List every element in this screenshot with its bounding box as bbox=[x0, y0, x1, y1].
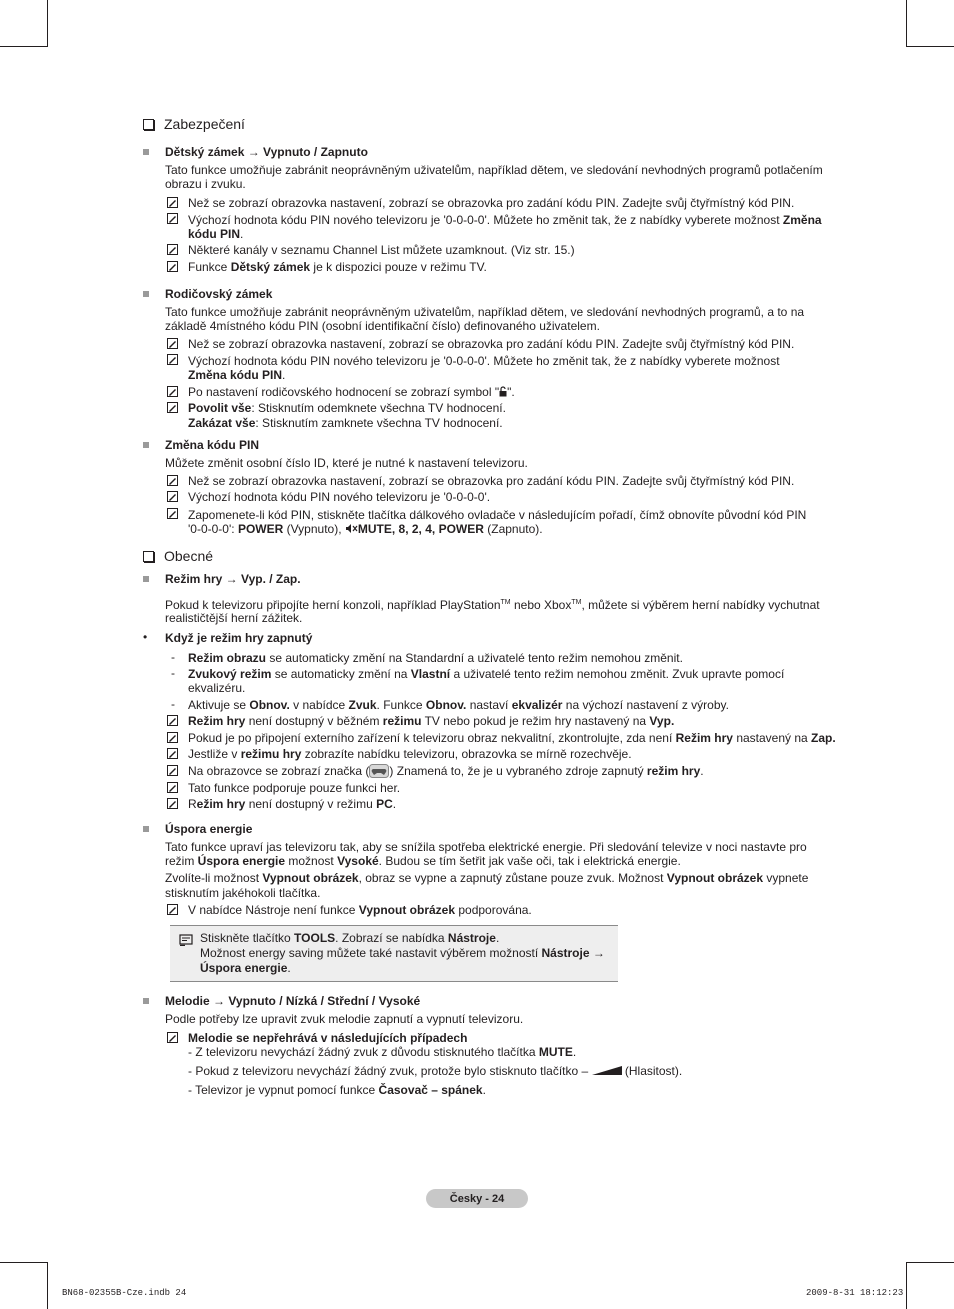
text: nastavený na bbox=[732, 731, 812, 745]
text: Zvolíte-li možnost bbox=[165, 871, 263, 885]
text: . bbox=[392, 797, 397, 811]
text: vypnete bbox=[763, 871, 809, 885]
text-bold: Zvukový režim bbox=[188, 667, 272, 681]
sub-item bbox=[188, 1083, 486, 1097]
section-title-text: Obecné bbox=[164, 548, 214, 564]
note-icon bbox=[167, 782, 178, 793]
text-bold: Zap. bbox=[811, 731, 836, 745]
text-bold: Vypnout obrázek bbox=[666, 871, 764, 885]
paragraph: Tato funkce umožňuje zabránit neoprávněným uživatelům, například dětem, ve sledování nevhodných programů potlačením bbox=[165, 163, 823, 177]
note-icon bbox=[167, 402, 178, 413]
note-icon bbox=[167, 354, 178, 365]
text-bold: Vlastní bbox=[410, 667, 451, 681]
sub-item bbox=[188, 1045, 576, 1059]
paragraph bbox=[165, 871, 808, 885]
square-bullet-icon bbox=[143, 149, 149, 155]
paragraph: Tato funkce upraví jas televizoru tak, aby se snížila spotřeba elektrické energie. Při sledování televize v noci nastavte pro bbox=[165, 840, 807, 854]
crop-mark bbox=[906, 1262, 907, 1309]
bullet-heading bbox=[165, 631, 312, 645]
section-title-zabezpeceni bbox=[143, 116, 245, 132]
paragraph: základě 4místného kódu PIN (osobní identifikační číslo) definovaného uživatelem. bbox=[165, 319, 600, 333]
text: . bbox=[572, 1045, 577, 1059]
text-bold: POWER bbox=[237, 522, 284, 536]
note-text bbox=[188, 260, 487, 274]
text: : Stisknutím odemknete všechna TV hodnocení. bbox=[251, 401, 506, 415]
text-bold: PC bbox=[376, 797, 393, 811]
item-heading-melodie bbox=[143, 994, 420, 1008]
text: . Zobrazí se nabídka bbox=[335, 931, 448, 945]
text: Na obrazovce se zobrazí značka ( bbox=[188, 764, 370, 778]
lock-icon bbox=[499, 386, 507, 400]
section-title-obecne bbox=[143, 548, 213, 564]
text-bold: Nástroje bbox=[447, 931, 496, 945]
note-icon bbox=[167, 508, 178, 519]
square-bullet-icon bbox=[143, 826, 149, 832]
text-bold: kódu PIN bbox=[188, 227, 241, 241]
text-bold: Melodie se nepřehrává v následujících případech bbox=[188, 1031, 468, 1045]
text-bold: ežim hry bbox=[196, 797, 246, 811]
text-bold: Časovač – spánek bbox=[378, 1083, 483, 1097]
square-bullet-icon bbox=[143, 442, 149, 448]
text-bold: ekvalizér bbox=[511, 698, 563, 712]
text: nebo Xbox bbox=[510, 598, 572, 612]
paragraph bbox=[165, 854, 681, 868]
text-bold: Režim hry bbox=[675, 731, 733, 745]
text: ) Znamená to, že je u vybraného zdroje zapnutý bbox=[389, 764, 647, 778]
square-bullet-icon bbox=[143, 998, 149, 1004]
note-text bbox=[188, 714, 674, 728]
note-icon bbox=[167, 1032, 178, 1043]
note-text bbox=[188, 731, 836, 745]
text: Výchozí hodnota kódu PIN nového televizoru je '0-0-0-0'. Můžete ho změnit tak, že z nabídky vyberete možnost bbox=[188, 213, 783, 227]
text-bold: Vyp. bbox=[649, 714, 675, 728]
text: Možnost energy saving můžete také nastavit výběrem možností bbox=[200, 946, 542, 960]
dash-marker: - bbox=[171, 666, 175, 680]
dash-text bbox=[188, 651, 683, 665]
item-heading-zmena-kodu-pin bbox=[143, 438, 259, 452]
dash-marker: - bbox=[171, 650, 175, 664]
text: se automaticky změní na Standardní a uživatelé tento režim nemohou změnit. bbox=[266, 651, 683, 665]
note-icon bbox=[167, 715, 178, 726]
note-icon bbox=[167, 386, 178, 397]
text-bold: Když je režim hry zapnutý bbox=[165, 631, 313, 645]
text-bold: Povolit vše bbox=[188, 401, 252, 415]
text-bold: MUTE, 8, 2, 4, POWER bbox=[357, 522, 484, 536]
paragraph: realističtější herní zážitek. bbox=[165, 611, 303, 625]
text-bold: režimu bbox=[382, 714, 422, 728]
text: - Televizor je vypnut pomocí funkce bbox=[188, 1083, 379, 1097]
text-bold: Vypnout obrázek bbox=[262, 871, 359, 885]
trademark: TM bbox=[500, 599, 511, 606]
note-icon bbox=[167, 491, 178, 502]
note-icon bbox=[167, 338, 178, 349]
crop-mark bbox=[47, 0, 48, 47]
text-bold: Úspora energie bbox=[197, 854, 286, 868]
text: zobrazíte nabídku televizoru, obrazovka se mírně rozechvěje. bbox=[301, 747, 632, 761]
text-bold: Režim obrazu bbox=[188, 651, 267, 665]
note-icon bbox=[167, 748, 178, 759]
text-bold: TOOLS bbox=[294, 931, 336, 945]
heading-text: Změna kódu PIN bbox=[165, 438, 260, 452]
text: možnost bbox=[285, 854, 338, 868]
text: Pokud je po připojení externího zařízení k televizoru obraz nekvalitní, zkontrolujte, zda není bbox=[188, 731, 676, 745]
note-text bbox=[188, 213, 822, 227]
text: není dostupný v režimu bbox=[245, 797, 377, 811]
print-file-info: BN68-02355B-Cze.indb 24 bbox=[62, 1288, 187, 1298]
item-heading-detsky-zamek bbox=[143, 145, 368, 159]
square-bullet-icon bbox=[143, 576, 149, 582]
paragraph: obrazu i zvuku. bbox=[165, 177, 246, 191]
text-bold: Úspora energie bbox=[200, 961, 288, 975]
text: . bbox=[495, 931, 500, 945]
tools-tip-box bbox=[170, 925, 618, 982]
text-bold: MUTE bbox=[538, 1045, 573, 1059]
note-text: Než se zobrazí obrazovka nastavení, zobrazí se obrazovka pro zadání kódu PIN. Zadejte svůj čtyřmístný kód PIN. bbox=[188, 337, 795, 351]
dash-text bbox=[188, 698, 729, 712]
text: režim bbox=[165, 854, 198, 868]
crop-mark bbox=[47, 1262, 48, 1309]
gamepad-icon bbox=[369, 764, 389, 781]
text-bold: Obnov. bbox=[425, 698, 467, 712]
paragraph: Podle potřeby lze upravit zvuk melodie zapnutí a vypnutí televizoru. bbox=[165, 1012, 524, 1026]
heading-text: Rodičovský zámek bbox=[165, 287, 273, 301]
text: (Vypnuto), bbox=[283, 522, 345, 536]
text: Aktivuje se bbox=[188, 698, 250, 712]
note-text bbox=[188, 1031, 467, 1045]
square-bullet-icon bbox=[143, 291, 149, 297]
text: . bbox=[282, 368, 286, 382]
text: se automaticky změní na bbox=[271, 667, 411, 681]
text: v nabídce bbox=[289, 698, 349, 712]
note-text bbox=[188, 903, 532, 917]
text: Pokud k televizoru připojíte herní konzoli, například PlayStation bbox=[165, 598, 501, 612]
text-bold: režim hry bbox=[646, 764, 701, 778]
page-number: Česky - 24 bbox=[449, 1192, 505, 1205]
text: R bbox=[188, 797, 197, 811]
note-icon bbox=[167, 798, 178, 809]
print-date-info: 2009-8-31 18:12:23 bbox=[806, 1288, 904, 1298]
text: a uživatelé tento režim nemohou změnit. Zvuk upravte pomocí bbox=[450, 667, 785, 681]
note-icon bbox=[167, 904, 178, 915]
note-text: Výchozí hodnota kódu PIN nového televizoru je '0-0-0-0'. bbox=[188, 490, 491, 504]
text-bold: Změna bbox=[782, 213, 822, 227]
text: - Z televizoru nevychází žádný zvuk z důvodu stisknutého tlačítka bbox=[188, 1045, 539, 1059]
note-text bbox=[188, 385, 515, 400]
text: Stiskněte tlačítko bbox=[200, 931, 295, 945]
text: podporována. bbox=[455, 903, 532, 917]
note-icon bbox=[167, 765, 178, 776]
heading-text: Dětský zámek → Vypnuto / Zapnuto bbox=[165, 145, 368, 159]
dash-marker: - bbox=[171, 697, 175, 711]
crop-mark bbox=[0, 1262, 48, 1263]
text: na výchozí nastavení z výroby. bbox=[562, 698, 729, 712]
note-text: Než se zobrazí obrazovka nastavení, zobrazí se obrazovka pro zadání kódu PIN. Zadejte svůj čtyřmístný kód PIN. bbox=[188, 474, 795, 488]
note-text bbox=[188, 797, 396, 811]
heading-text: Úspora energie bbox=[165, 822, 253, 836]
paragraph bbox=[165, 596, 820, 612]
text: . bbox=[240, 227, 244, 241]
text: : Stisknutím zamknete všechna TV hodnocení. bbox=[255, 416, 503, 430]
item-heading-rezim-hry bbox=[143, 572, 301, 586]
page-number-badge bbox=[426, 1189, 528, 1208]
text-bold: Zvuk bbox=[348, 698, 377, 712]
item-heading-uspora-energie bbox=[143, 822, 252, 836]
section-title-text: Zabezpečení bbox=[164, 116, 245, 132]
text: . Funkce bbox=[376, 698, 426, 712]
text: Jestliže v bbox=[188, 747, 241, 761]
crop-mark bbox=[906, 46, 954, 47]
text: Po nastavení rodičovského hodnocení se zobrazí symbol " bbox=[188, 385, 500, 399]
crop-mark bbox=[906, 0, 907, 47]
paragraph: Můžete změnit osobní číslo ID, které je nutné k nastavení televizoru. bbox=[165, 456, 528, 470]
text: nastaví bbox=[466, 698, 512, 712]
text-bold: Dětský zámek bbox=[230, 260, 311, 274]
text-bold: režimu hry bbox=[240, 747, 302, 761]
text-bold: Vysoké bbox=[337, 854, 379, 868]
text-bold: Režim hry bbox=[188, 714, 246, 728]
text-bold: Zakázat vše bbox=[188, 416, 256, 430]
note-text: Některé kanály v seznamu Channel List můžete uzamknout. (Viz str. 15.) bbox=[188, 243, 575, 257]
note-text bbox=[188, 401, 506, 415]
text: není dostupný v běžném bbox=[245, 714, 383, 728]
text: je k dispozici pouze v režimu TV. bbox=[310, 260, 487, 274]
note-icon bbox=[167, 244, 178, 255]
crop-mark bbox=[0, 46, 48, 47]
text: TV nebo pokud je režim hry nastavený na bbox=[421, 714, 650, 728]
note-text bbox=[188, 522, 543, 537]
note-text: Výchozí hodnota kódu PIN nového televizoru je '0-0-0-0'. Můžete ho změnit tak, že z nabídky vyberete možnost bbox=[188, 354, 780, 368]
note-text: Tato funkce podporuje pouze funkci her. bbox=[188, 781, 401, 795]
text: (Hlasitost). bbox=[621, 1064, 683, 1078]
text: . bbox=[287, 961, 291, 975]
dash-text bbox=[188, 667, 784, 681]
note-icon bbox=[167, 475, 178, 486]
note-icon bbox=[167, 213, 178, 224]
text: (Zapnuto). bbox=[483, 522, 543, 536]
checkbox-square-icon bbox=[143, 119, 154, 130]
note-icon bbox=[167, 732, 178, 743]
text-bold: Změna kódu PIN bbox=[188, 368, 283, 382]
bullet-dot: • bbox=[143, 630, 148, 644]
text: V nabídce Nástroje není funkce bbox=[188, 903, 359, 917]
mute-icon bbox=[345, 523, 358, 537]
dash-text: ekvalizéru. bbox=[188, 681, 246, 695]
text: Funkce bbox=[188, 260, 231, 274]
checkbox-square-icon bbox=[143, 551, 154, 562]
crop-mark bbox=[906, 1262, 954, 1263]
text: . Budou se tím šetřit jak vaše oči, tak i elektrická energie. bbox=[378, 854, 681, 868]
note-text bbox=[188, 764, 704, 781]
text: ". bbox=[507, 385, 515, 399]
note-text: Než se zobrazí obrazovka nastavení, zobrazí se obrazovka pro zadání kódu PIN. Zadejte svůj čtyřmístný kód PIN. bbox=[188, 196, 795, 210]
sub-item bbox=[188, 1064, 682, 1078]
tools-text bbox=[200, 961, 291, 975]
volume-ramp-icon bbox=[592, 1064, 622, 1078]
text: → bbox=[589, 946, 605, 960]
text: . bbox=[482, 1083, 486, 1097]
tools-text bbox=[200, 946, 605, 960]
paragraph: Tato funkce umožňuje zabránit neoprávněným uživatelům, například dětem, ve sledování nevhodných programů, a to na bbox=[165, 305, 805, 319]
text-bold: Obnov. bbox=[249, 698, 290, 712]
text: '0-0-0-0': bbox=[188, 522, 238, 536]
text: , obraz se vypne a zapnutý zůstane pouze zvuk. Možnost bbox=[358, 871, 667, 885]
note-text: Zapomenete-li kód PIN, stiskněte tlačítka dálkového ovladače v následujícím pořadí, čímž obnovíte původní kód PIN bbox=[188, 508, 807, 522]
item-heading-rodicovsky-zamek bbox=[143, 287, 272, 301]
heading-text: Režim hry → Vyp. / Zap. bbox=[165, 572, 301, 586]
text-bold: Nástroje bbox=[541, 946, 590, 960]
note-text bbox=[188, 747, 632, 761]
tools-text bbox=[200, 931, 499, 945]
note-text bbox=[188, 416, 503, 430]
trademark: TM bbox=[571, 599, 582, 606]
text-bold: Vypnout obrázek bbox=[358, 903, 456, 917]
text: , můžete si výběrem herní nabídky vychutnat bbox=[581, 598, 820, 612]
note-text bbox=[188, 227, 243, 241]
note-icon bbox=[167, 197, 178, 208]
paragraph: stisknutím jakéhokoli tlačítka. bbox=[165, 886, 321, 900]
text: . bbox=[700, 764, 704, 778]
note-icon bbox=[167, 261, 178, 272]
heading-text: Melodie → Vypnuto / Nízká / Střední / Vysoké bbox=[165, 994, 421, 1008]
text: - Pokud z televizoru nevychází žádný zvuk, protože bylo stisknuto tlačítko – bbox=[188, 1064, 592, 1078]
note-text bbox=[188, 368, 285, 382]
tools-icon bbox=[179, 933, 193, 951]
